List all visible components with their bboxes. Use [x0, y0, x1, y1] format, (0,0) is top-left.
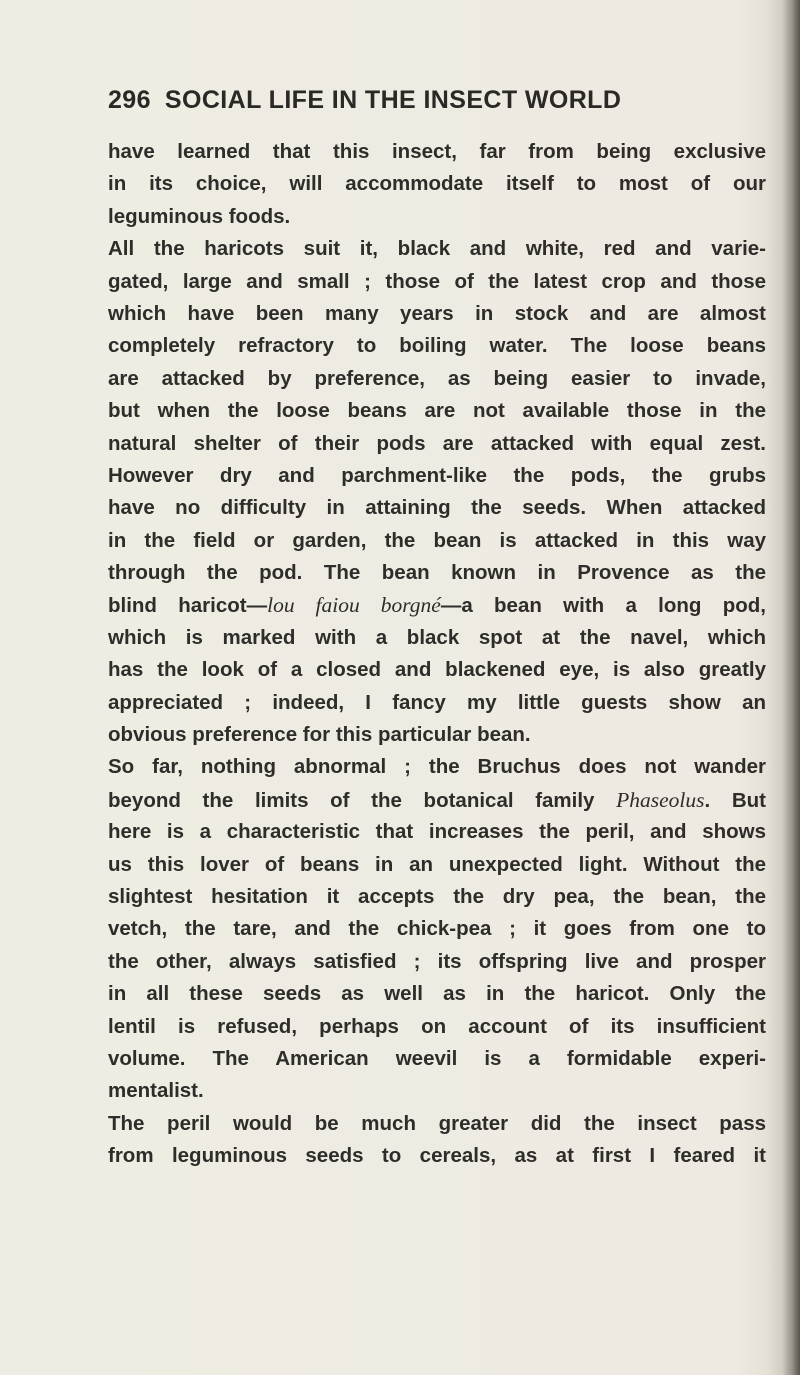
text-segment: blind haricot—: [108, 594, 268, 618]
text-line: in all these seeds as well as in the haricot. Only the: [108, 982, 766, 1006]
text-line: slightest hesitation it accepts the dry pea, the bean, the: [108, 884, 766, 908]
text-segment: beyond the limits of the botanical family: [108, 788, 617, 812]
text-segment: —a bean with a long pod,: [440, 594, 766, 618]
text-line: which is marked with a black spot at the navel, which: [108, 625, 766, 649]
body-text: [108, 136, 766, 1173]
text-line: completely refractory to boiling water. The loose beans: [108, 334, 766, 358]
text-line: So far, nothing abnormal ; the Bruchus does not wander: [108, 755, 766, 779]
running-head: [108, 86, 748, 115]
text-line: in the field or garden, the bean is attacked in this way: [108, 528, 766, 552]
text-line: here is a characteristic that increases the peril, and shows: [108, 820, 766, 844]
text-line: All the haricots suit it, black and white, red and varie-: [108, 237, 766, 261]
text-line: vetch, the tare, and the chick-pea ; it goes from one to: [108, 917, 766, 941]
spine-shadow: [782, 0, 800, 1375]
text-line: which have been many years in stock and are almost: [108, 301, 766, 325]
text-line: mentalist.: [108, 1079, 204, 1103]
text-line: volume. The American weevil is a formidable experi-: [108, 1046, 766, 1070]
text-line: gated, large and small ; those of the latest crop and those: [108, 269, 766, 293]
text-line: the other, always satisfied ; its offspring live and prosper: [108, 949, 766, 973]
text-line: has the look of a closed and blackened eye, is also greatly: [108, 658, 766, 682]
text-line: from leguminous seeds to cereals, as at first I feared it: [108, 1144, 766, 1168]
text-line: in its choice, will accommodate itself to most of our: [108, 172, 766, 196]
text-line: [108, 784, 766, 816]
text-line: However dry and parchment-like the pods, the grubs: [108, 463, 766, 487]
text-line: us this lover of beans in an unexpected light. Without the: [108, 852, 766, 876]
page-number: 296: [108, 86, 151, 114]
text-line: obvious preference for this particular bean.: [108, 723, 531, 747]
text-line: are attacked by preference, as being easier to invade,: [108, 366, 766, 390]
text-line: have learned that this insect, far from being exclusive: [108, 140, 766, 163]
text-line: [108, 589, 766, 621]
text-line: through the pod. The bean known in Provence as the: [108, 561, 766, 585]
text-line: appreciated ; indeed, I fancy my little guests show an: [108, 690, 766, 714]
italic-term: Phaseolus: [616, 787, 705, 812]
text-line: lentil is refused, perhaps on account of its insufficient: [108, 1014, 766, 1038]
text-line: The peril would be much greater did the insect pass: [108, 1111, 766, 1135]
text-line: but when the loose beans are not available those in the: [108, 399, 766, 423]
running-title: SOCIAL LIFE IN THE INSECT WORLD: [164, 86, 622, 114]
text-line: natural shelter of their pods are attacked with equal zest.: [108, 431, 766, 455]
text-line: have no difficulty in attaining the seeds. When attacked: [108, 496, 766, 520]
text-segment: . But: [704, 788, 766, 812]
text-line: leguminous foods.: [108, 204, 291, 228]
italic-term: lou faiou borgné: [267, 593, 441, 618]
